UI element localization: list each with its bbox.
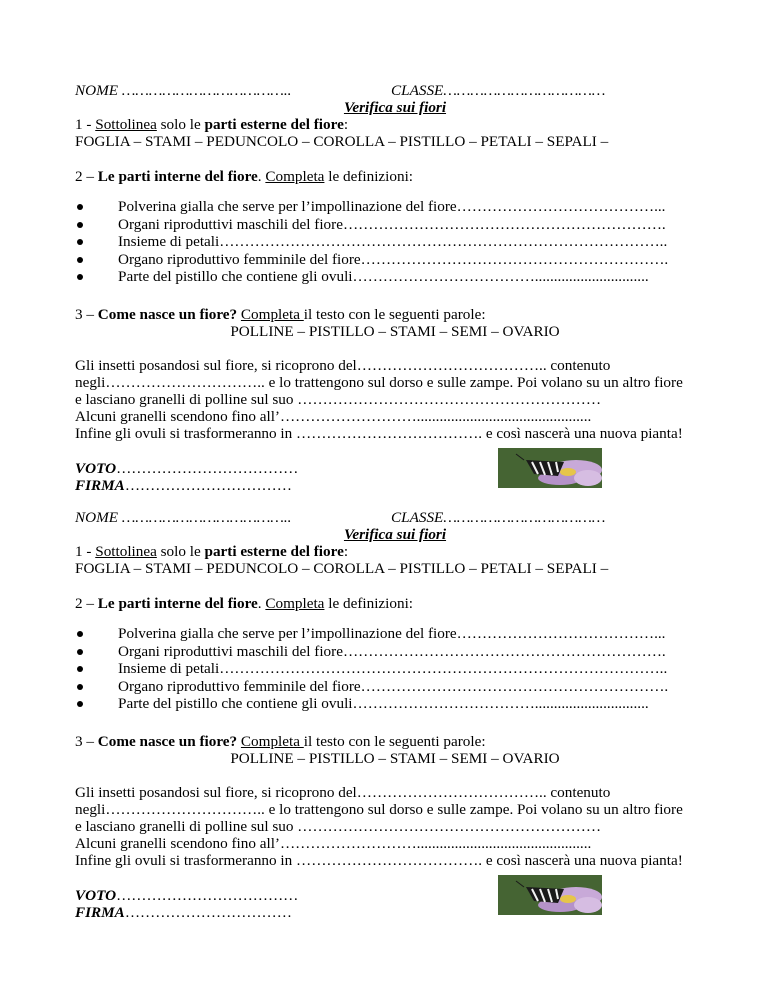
paragraph-line: Infine gli ovuli si trasformeranno in ………………………………. e così nascerà una nuova pianta! xyxy=(75,852,683,869)
bullet-icon xyxy=(77,222,83,228)
q1-verb: Sottolinea xyxy=(95,543,157,560)
definition-text: Polverina gialla che serve per l’impollinazione del fiore…………………………………... xyxy=(118,625,666,642)
q2-definitions-list xyxy=(75,198,668,286)
bullet-icon xyxy=(77,701,83,707)
q2-end: le definizioni: xyxy=(324,168,414,185)
q1-end: : xyxy=(343,543,349,560)
title xyxy=(75,526,715,544)
firma-label: FIRMA xyxy=(75,904,125,921)
q1-bold: parti esterne del fiore xyxy=(204,543,344,560)
definition-text: Insieme di petali…………………………………………………………………………….. xyxy=(118,233,668,250)
paragraph-line: Infine gli ovuli si trasformeranno in ………………………………. e così nascerà una nuova pianta! xyxy=(75,425,683,442)
q1-number: 1 - xyxy=(75,116,96,133)
q1-bold: parti esterne del fiore xyxy=(204,116,344,133)
butterfly-flower-image xyxy=(498,448,602,488)
voto-label: VOTO xyxy=(75,887,117,904)
firma-blank: …………………………… xyxy=(124,904,292,921)
q2-instruction xyxy=(75,168,413,186)
list-item xyxy=(75,695,668,713)
title xyxy=(75,99,715,117)
q1-text: solo le xyxy=(156,116,205,133)
voto-label: VOTO xyxy=(75,460,117,477)
paragraph-line: Gli insetti posandosi sul fiore, si ricoprono del……………………………….. contenuto xyxy=(75,357,611,374)
q1-end: : xyxy=(343,116,349,133)
list-item xyxy=(75,643,668,661)
q2-sep: . xyxy=(257,168,266,185)
q2-end: le definizioni: xyxy=(324,595,414,612)
list-item xyxy=(75,660,668,678)
q2-instruction xyxy=(75,595,413,613)
butterfly-flower-image xyxy=(498,875,602,915)
firma-label: FIRMA xyxy=(75,477,125,494)
definition-text: Parte del pistillo che contiene gli ovuli……………………………….............................. xyxy=(118,695,649,712)
paragraph-line: negli………………………….. e lo trattengono sul dorso e sulle zampe. Poi volano su un altro fiore xyxy=(75,801,683,818)
definition-text: Organi riproduttivi maschili del fiore………………………………………………………. xyxy=(118,215,666,233)
definition-text: Polverina gialla che serve per l’impollinazione del fiore…………………………………... xyxy=(118,198,666,215)
paragraph-line: Alcuni granelli scendono fino all’……………………….............................................. xyxy=(75,835,592,852)
paragraph-line: negli………………………….. e lo trattengono sul dorso e sulle zampe. Poi volano su un altro fiore xyxy=(75,374,683,391)
q1-instruction xyxy=(75,543,348,561)
nome-field: NOME ……………………………….. xyxy=(75,509,292,526)
butterfly-icon xyxy=(498,448,602,488)
list-item xyxy=(75,233,668,251)
paragraph-line: e lasciano granelli di polline sul suo …………………………………………………… xyxy=(75,818,602,835)
voto-blank: ……………………………… xyxy=(116,887,299,904)
list-item xyxy=(75,678,668,696)
q2-verb: Completa xyxy=(265,168,325,185)
bullet-icon xyxy=(77,257,83,263)
list-item xyxy=(75,198,668,216)
definition-text: Organo riproduttivo femminile del fiore……………………………………………………. xyxy=(118,677,669,695)
q3-end: il testo con le seguenti parole: xyxy=(303,733,486,750)
list-item xyxy=(75,268,668,286)
bullet-icon xyxy=(77,684,83,690)
firma-line xyxy=(75,904,292,922)
classe-field: CLASSE……………………………… xyxy=(391,509,606,526)
paragraph-line: Gli insetti posandosi sul fiore, si ricoprono del……………………………….. contenuto xyxy=(75,784,611,801)
definition-text: Insieme di petali…………………………………………………………………………….. xyxy=(118,660,668,677)
title-text: Verifica sui fiori xyxy=(343,99,447,116)
definition-text: Organi riproduttivi maschili del fiore………………………………………………………. xyxy=(118,642,666,660)
q2-verb: Completa xyxy=(265,595,325,612)
q2-sep: . xyxy=(257,595,266,612)
q3-words: POLLINE – PISTILLO – STAMI – SEMI – OVARIO xyxy=(230,750,560,767)
classe-field: CLASSE……………………………… xyxy=(391,82,606,99)
q1-text: solo le xyxy=(156,543,205,560)
title-text: Verifica sui fiori xyxy=(343,526,447,543)
q2-number: 2 – xyxy=(75,595,98,612)
q2-bold: Le parti interne del fiore xyxy=(97,595,258,612)
bullet-icon xyxy=(77,649,83,655)
q1-verb: Sottolinea xyxy=(95,116,157,133)
q2-definitions-list xyxy=(75,625,668,713)
q1-words: FOGLIA – STAMI – PEDUNCOLO – COROLLA – PISTILLO – PETALI – SEPALI – xyxy=(75,133,609,150)
q3-instruction xyxy=(75,733,486,751)
q3-end: il testo con le seguenti parole: xyxy=(303,306,486,323)
q3-verb: Completa xyxy=(240,306,304,323)
q3-number: 3 – xyxy=(75,733,98,750)
nome-field: NOME ……………………………….. xyxy=(75,82,292,99)
firma-line xyxy=(75,477,292,495)
bullet-icon xyxy=(77,239,83,245)
q2-number: 2 – xyxy=(75,168,98,185)
definition-text: Parte del pistillo che contiene gli ovuli……………………………….............................. xyxy=(118,268,649,285)
q3-number: 3 – xyxy=(75,306,98,323)
list-item xyxy=(75,216,668,234)
firma-blank: …………………………… xyxy=(124,477,292,494)
q1-number: 1 - xyxy=(75,543,96,560)
voto-line xyxy=(75,460,298,478)
paragraph-line: e lasciano granelli di polline sul suo …………………………………………………… xyxy=(75,391,602,408)
bullet-icon xyxy=(77,631,83,637)
bullet-icon xyxy=(77,274,83,280)
bullet-icon xyxy=(77,204,83,210)
butterfly-icon xyxy=(498,875,602,915)
definition-text: Organo riproduttivo femminile del fiore……………………………………………………. xyxy=(118,250,669,268)
list-item xyxy=(75,625,668,643)
q1-words: FOGLIA – STAMI – PEDUNCOLO – COROLLA – PISTILLO – PETALI – SEPALI – xyxy=(75,560,609,577)
voto-blank: ……………………………… xyxy=(116,460,299,477)
q3-bold: Come nasce un fiore? xyxy=(97,306,238,323)
q3-instruction xyxy=(75,306,486,324)
q1-instruction xyxy=(75,116,348,134)
paragraph-line: Alcuni granelli scendono fino all’……………………….............................................. xyxy=(75,408,592,425)
voto-line xyxy=(75,887,298,905)
q3-bold: Come nasce un fiore? xyxy=(97,733,238,750)
q2-bold: Le parti interne del fiore xyxy=(97,168,258,185)
list-item xyxy=(75,251,668,269)
q3-verb: Completa xyxy=(240,733,304,750)
bullet-icon xyxy=(77,666,83,672)
q3-words: POLLINE – PISTILLO – STAMI – SEMI – OVARIO xyxy=(230,323,560,340)
